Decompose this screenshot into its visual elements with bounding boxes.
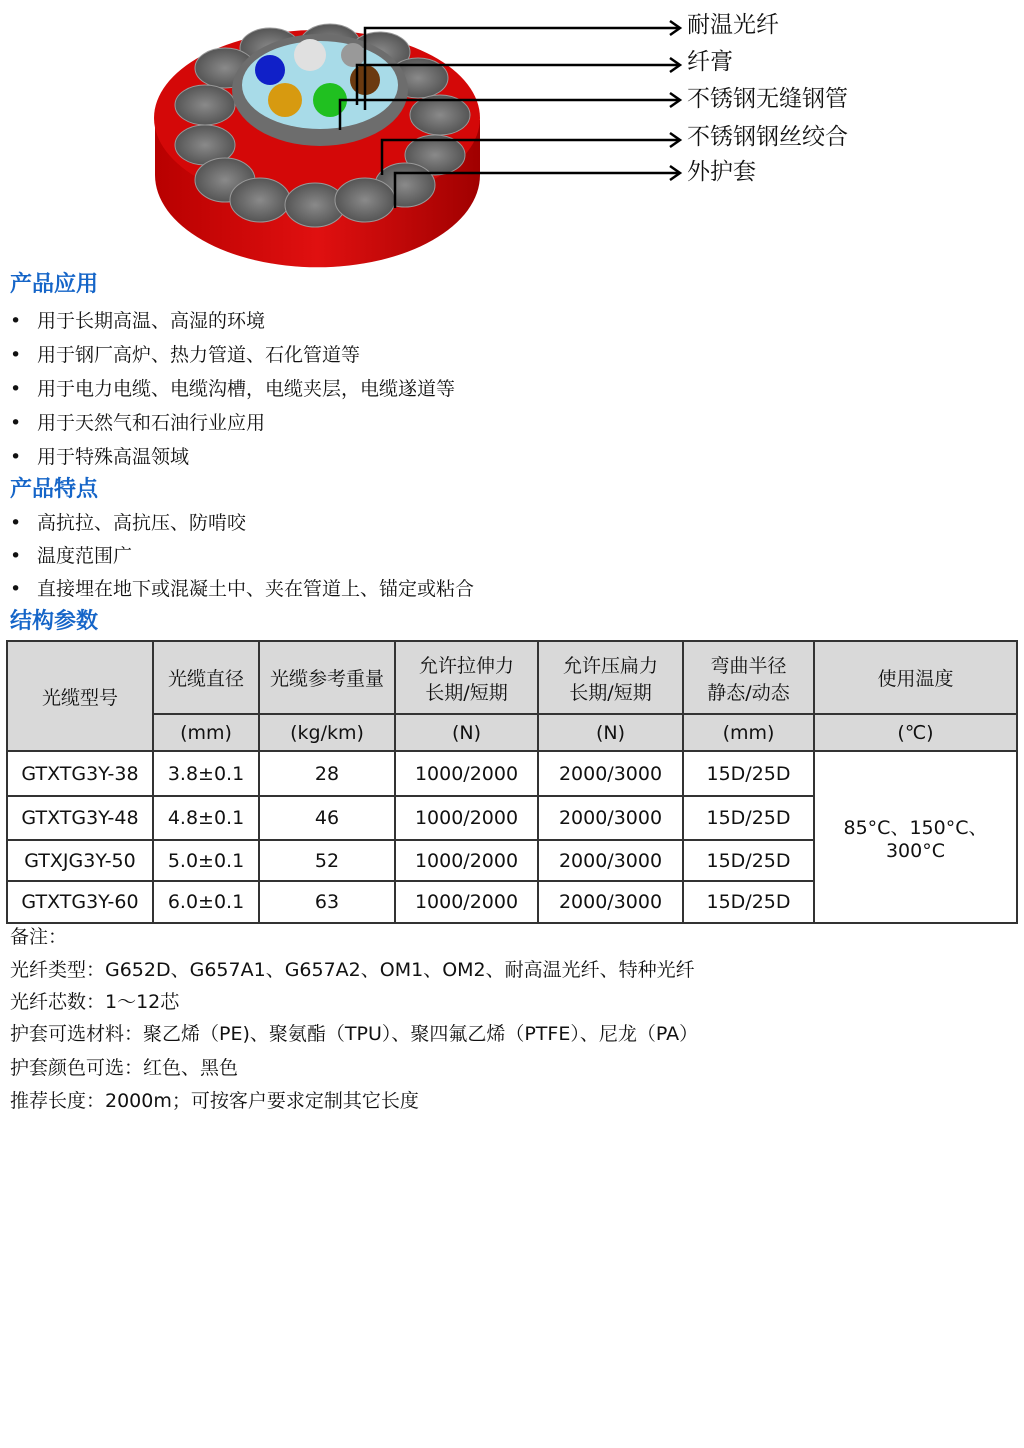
unit: (mm) — [153, 714, 259, 751]
note-title: 备注： — [10, 926, 68, 948]
list-item: • 直接埋在地下或混凝土中、夹在管道上、锚定或粘合 — [10, 578, 475, 600]
note-length: 推荐长度：2000m；可按客户要求定制其它长度 — [10, 1090, 419, 1112]
list-item: • 用于天然气和石油行业应用 — [10, 412, 266, 434]
heading-features: 产品特点 — [10, 477, 99, 502]
note-fiber-type: 光纤类型：G652D、G657A1、G657A2、OM1、OM2、耐高温光纤、特种光纤 — [10, 959, 695, 981]
heading-params: 结构参数 — [10, 609, 99, 634]
list-item: • 用于钢厂高炉、热力管道、石化管道等 — [10, 344, 361, 366]
label-fiber: 耐温光纤 — [687, 12, 779, 38]
unit: (mm) — [683, 714, 814, 751]
label-tube: 不锈钢无缝钢管 — [687, 86, 848, 112]
list-item: • 高抗拉、高抗压、防啃咬 — [10, 512, 247, 534]
table-row: GTXTG3Y-38 3.8±0.1 28 1000/2000 2000/3000 15D/25D 85°C、150°C、300°C — [7, 751, 1017, 796]
list-item: • 用于长期高温、高湿的环境 — [10, 310, 266, 332]
note-sheath-material: 护套可选材料：聚乙烯（PE)、聚氨酯（TPU）、聚四氟乙烯（PTFE）、尼龙（PA） — [10, 1023, 699, 1045]
params-table — [6, 640, 1018, 924]
note-sheath-color: 护套颜色可选：红色、黑色 — [10, 1057, 239, 1079]
header-crush: 允许压扁力 长期/短期 — [538, 641, 683, 714]
cable-cross-section-illustration — [0, 0, 1024, 270]
list-item: • 用于电力电缆、电缆沟槽，电缆夹层，电缆遂道等 — [10, 378, 456, 400]
table-row: GTXTG3Y-48 4.8±0.1 46 1000/2000 2000/3000 15D/25D — [7, 796, 1017, 840]
header-temp: 使用温度 — [814, 641, 1017, 714]
unit: (N) — [538, 714, 683, 751]
heading-application: 产品应用 — [10, 272, 99, 297]
list-item: • 温度范围广 — [10, 545, 133, 567]
temp-cell: 85°C、150°C、300°C — [814, 751, 1017, 923]
unit: (kg/km) — [259, 714, 395, 751]
header-weight: 光缆参考重量 — [259, 641, 395, 714]
label-wire: 不锈钢钢丝绞合 — [687, 124, 848, 150]
header-bend: 弯曲半径 静态/动态 — [683, 641, 814, 714]
table-row: GTXTG3Y-60 6.0±0.1 63 1000/2000 2000/3000 15D/25D — [7, 881, 1017, 923]
header-model: 光缆型号 — [7, 641, 153, 751]
note-fiber-count: 光纤芯数：1～12芯 — [10, 991, 180, 1013]
unit: (℃) — [814, 714, 1017, 751]
unit: (N) — [395, 714, 538, 751]
header-tensile: 允许拉伸力 长期/短期 — [395, 641, 538, 714]
label-gel: 纤膏 — [687, 49, 733, 75]
list-item: • 用于特殊高温领域 — [10, 446, 190, 468]
table-row: GTXJG3Y-50 5.0±0.1 52 1000/2000 2000/3000 15D/25D — [7, 840, 1017, 881]
header-diameter: 光缆直径 — [153, 641, 259, 714]
label-sheath: 外护套 — [687, 159, 756, 185]
